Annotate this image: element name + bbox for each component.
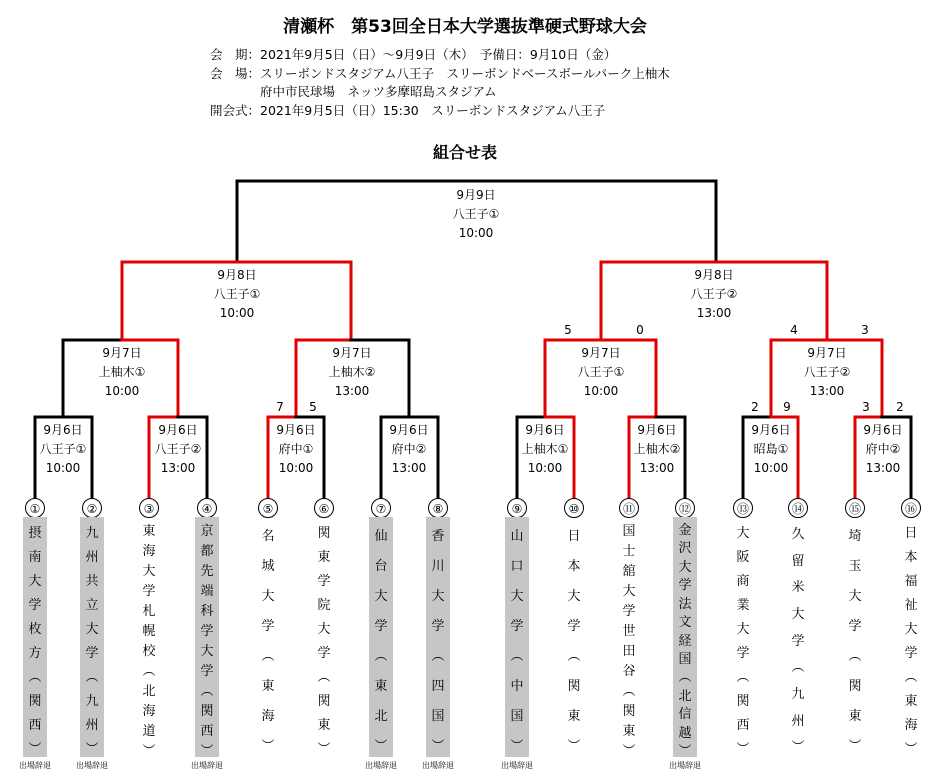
- seed-number: ⑯: [901, 498, 921, 518]
- team-name-char: ︶: [848, 738, 862, 754]
- team-name-char: 学: [622, 603, 636, 619]
- team-name-char: 大: [510, 588, 524, 604]
- team-name-char: 大: [261, 588, 275, 604]
- team-name-char: 州: [85, 717, 99, 733]
- team-name-char: 学: [317, 645, 331, 661]
- team-name: [505, 517, 529, 757]
- info-line-venue-2: 府中市民球場 ネッツ多摩昭島スタジアム: [210, 84, 497, 99]
- team-name-char: 州: [791, 713, 805, 729]
- team-name-char: 学: [200, 663, 214, 679]
- team-name-char: 留: [791, 553, 805, 569]
- team-name-char: 祉: [904, 597, 918, 613]
- match-venue: 上柚木①: [98, 365, 146, 379]
- match-date: 9月7日: [332, 346, 372, 360]
- team-name-char: 大: [791, 606, 805, 622]
- match-time: 13:00: [160, 461, 196, 475]
- bracket-subtitle: 組合せ表: [432, 143, 497, 162]
- team-name-char: 舘: [622, 563, 636, 579]
- seed-number: ⑫: [675, 498, 695, 518]
- team-name-char: 関: [200, 703, 214, 719]
- team-name-char: 学: [431, 618, 445, 634]
- team-name-char: 文: [678, 615, 692, 631]
- team-name-char: 大: [28, 573, 42, 589]
- withdrawn-note: 出場辞退: [19, 761, 51, 770]
- team-name-char: 先: [200, 563, 214, 579]
- team-name-char: 枚: [28, 621, 42, 637]
- team-name-char: 学: [200, 623, 214, 639]
- match-r1-2: [143, 421, 213, 478]
- team-name-char: 大: [567, 588, 581, 604]
- team-name-char: 幌: [142, 623, 156, 639]
- match-qf-4: [767, 344, 887, 401]
- team-name-char: 金: [678, 522, 692, 538]
- team-name-char: 玉: [848, 558, 862, 574]
- match-date: 9月6日: [751, 423, 791, 437]
- team-name-char: 福: [904, 573, 918, 589]
- team-name-char: 谷: [622, 663, 636, 679]
- seed-number: ⑨: [507, 498, 527, 518]
- seed-number: ⑭: [788, 498, 808, 518]
- team-name-char: ︶: [678, 744, 692, 760]
- team-name-char: ︶: [791, 740, 805, 756]
- team-name-char: ︶: [510, 738, 524, 754]
- team-name-char: 学: [317, 573, 331, 589]
- match-time: 10:00: [458, 226, 494, 240]
- team-name-char: 科: [200, 603, 214, 619]
- team-name-char: ︵: [200, 683, 214, 699]
- team-name-char: ︶: [567, 738, 581, 754]
- match-date: 9月6日: [525, 423, 565, 437]
- team-name: [195, 517, 219, 757]
- team-name-char: 摂: [28, 525, 42, 541]
- team-name-char: 学: [28, 597, 42, 613]
- seed-number: ①: [25, 498, 45, 518]
- score-right: 9: [783, 400, 791, 414]
- team-name-char: 院: [317, 597, 331, 613]
- team-name-char: 共: [85, 573, 99, 589]
- match-venue: 八王子②: [803, 365, 851, 379]
- withdrawn-note: 出場辞退: [76, 761, 108, 770]
- match-venue: 上柚木①: [521, 442, 569, 456]
- match-date: 9月6日: [863, 423, 903, 437]
- score-left: 5: [564, 323, 572, 337]
- team-name-char: 海: [904, 717, 918, 733]
- team-name-char: 士: [622, 543, 636, 559]
- team-name-char: 学: [374, 618, 388, 634]
- team-name-char: 名: [261, 528, 275, 544]
- match-time: 13:00: [391, 461, 427, 475]
- team-name-char: 信: [678, 707, 692, 723]
- team-name-char: 台: [374, 558, 388, 574]
- team-name-char: 大: [85, 621, 99, 637]
- score-right: 3: [861, 323, 869, 337]
- info-line-venue: 会 場：スリーボンドスタジアム八王子 スリーボンドベースボールパーク上柚木: [210, 66, 670, 81]
- team-name-char: 阪: [736, 549, 750, 565]
- team-name-char: 経: [678, 633, 692, 649]
- team-name-char: 東: [374, 678, 388, 694]
- team-name-char: ︶: [317, 741, 331, 757]
- team-name: [673, 517, 697, 760]
- team-name-char: 学: [904, 645, 918, 661]
- score-right: 2: [896, 400, 904, 414]
- team-name: [843, 517, 867, 757]
- team-name-char: ︵: [904, 669, 918, 685]
- match-venue: 府中②: [865, 442, 901, 456]
- team-name-char: 大: [736, 621, 750, 637]
- match-time: 13:00: [696, 306, 732, 320]
- team-name-char: 大: [200, 643, 214, 659]
- team-name-char: 関: [736, 693, 750, 709]
- team-name-char: 学: [567, 618, 581, 634]
- match-r1-8: [848, 421, 918, 478]
- match-venue: 八王子①: [39, 442, 87, 456]
- team-name-char: 口: [510, 558, 524, 574]
- team-name-char: ︵: [142, 663, 156, 679]
- team-name-char: 東: [848, 708, 862, 724]
- match-r1-4: [374, 421, 444, 478]
- team-name-char: ︶: [431, 738, 445, 754]
- team-name-char: 海: [142, 703, 156, 719]
- team-name-char: 九: [85, 693, 99, 709]
- team-name-char: 関: [848, 678, 862, 694]
- match-time: 13:00: [809, 384, 845, 398]
- match-venue: 府中②: [391, 442, 427, 456]
- team-name-char: 香: [431, 528, 445, 544]
- team-name-char: ︶: [374, 738, 388, 754]
- team-name: [899, 517, 923, 757]
- team-name-char: 世: [622, 623, 636, 639]
- team-name-char: 関: [28, 693, 42, 709]
- team-name-char: 道: [142, 723, 156, 739]
- team-name-char: ︶: [85, 741, 99, 757]
- team-name-char: 関: [622, 703, 636, 719]
- team-name-char: 関: [317, 693, 331, 709]
- match-date: 9月6日: [389, 423, 429, 437]
- team-name-char: 東: [904, 693, 918, 709]
- match-date: 9月8日: [217, 268, 257, 282]
- team-name-char: 大: [736, 525, 750, 541]
- team-name-char: ︶: [736, 741, 750, 757]
- team-name-char: 大: [848, 588, 862, 604]
- team-name: [137, 517, 161, 757]
- team-name-char: 学: [142, 583, 156, 599]
- team-name-char: 米: [791, 580, 805, 596]
- team-name-char: 端: [200, 583, 214, 599]
- team-name-char: 中: [510, 678, 524, 694]
- team-name: [426, 517, 450, 757]
- team-name: [80, 517, 104, 757]
- team-name-char: ︶: [28, 741, 42, 757]
- team-name-char: 東: [622, 723, 636, 739]
- score-right: 5: [309, 400, 317, 414]
- team-name-char: 学: [848, 618, 862, 634]
- team-name-char: 本: [904, 549, 918, 565]
- team-name-char: ︵: [678, 670, 692, 686]
- team-name-char: 大: [904, 621, 918, 637]
- team-name-char: 日: [904, 525, 918, 541]
- match-date: 9月6日: [43, 423, 83, 437]
- match-venue: 八王子②: [154, 442, 202, 456]
- match-time: 10:00: [278, 461, 314, 475]
- team-name-char: 山: [510, 528, 524, 544]
- team-name-char: ︵: [622, 683, 636, 699]
- team-name-char: ︶: [904, 741, 918, 757]
- withdrawn-note: 出場辞退: [191, 761, 223, 770]
- info-line-opening: 開会式：2021年9月5日（日）15:30 スリーボンドスタジアム八王子: [210, 103, 606, 118]
- match-date: 9月9日: [456, 188, 496, 202]
- team-name-char: 久: [791, 526, 805, 542]
- match-date: 9月6日: [276, 423, 316, 437]
- team-name: [786, 517, 810, 757]
- match-r1-1: [28, 421, 98, 478]
- team-name-char: 西: [200, 723, 214, 739]
- match-venue: 八王子①: [577, 365, 625, 379]
- team-name-char: 京: [200, 523, 214, 539]
- team-name-char: 学: [791, 633, 805, 649]
- match-date: 9月6日: [158, 423, 198, 437]
- score-left: 2: [751, 400, 759, 414]
- team-name: [369, 517, 393, 757]
- match-r1-3: [261, 421, 331, 478]
- seed-number: ⑮: [845, 498, 865, 518]
- team-name-char: 四: [431, 678, 445, 694]
- team-name: [562, 517, 586, 757]
- team-name-char: 埼: [848, 528, 862, 544]
- match-venue: 府中①: [278, 442, 314, 456]
- team-name-char: 学: [678, 578, 692, 594]
- team-name: [256, 517, 280, 757]
- team-name-char: 東: [317, 717, 331, 733]
- match-venue: 八王子①: [452, 207, 500, 221]
- team-name-char: 国: [622, 523, 636, 539]
- team-name-char: 田: [622, 643, 636, 659]
- match-time: 13:00: [334, 384, 370, 398]
- match-time: 10:00: [753, 461, 789, 475]
- team-name-char: 学: [85, 645, 99, 661]
- match-date: 9月8日: [694, 268, 734, 282]
- team-name-char: 国: [510, 708, 524, 724]
- team-name-char: ︵: [791, 660, 805, 676]
- match-time: 10:00: [219, 306, 255, 320]
- team-name-char: 関: [317, 525, 331, 541]
- match-time: 13:00: [639, 461, 675, 475]
- team-name: [617, 517, 641, 757]
- team-name-char: 法: [678, 596, 692, 612]
- team-name-char: 越: [678, 725, 692, 741]
- team-name-char: 大: [142, 563, 156, 579]
- team-name-char: 南: [28, 549, 42, 565]
- team-name-char: 州: [85, 549, 99, 565]
- team-name-char: ︵: [317, 669, 331, 685]
- team-name-char: ︵: [848, 648, 862, 664]
- match-time: 10:00: [583, 384, 619, 398]
- team-name-char: 海: [142, 543, 156, 559]
- team-name-char: 城: [261, 558, 275, 574]
- match-r1-6: [622, 421, 692, 478]
- match-qf-3: [541, 344, 661, 401]
- team-name-char: 北: [678, 688, 692, 704]
- score-left: 3: [862, 400, 870, 414]
- match-sf-1: [177, 266, 297, 323]
- seed-number: ④: [197, 498, 217, 518]
- team-name-char: 本: [567, 558, 581, 574]
- team-name-char: 札: [142, 603, 156, 619]
- team-name-char: ︵: [567, 648, 581, 664]
- team-name-char: 関: [567, 678, 581, 694]
- withdrawn-note: 出場辞退: [669, 761, 701, 770]
- team-name-char: 東: [142, 523, 156, 539]
- team-name-char: 国: [431, 708, 445, 724]
- team-name-char: 立: [85, 597, 99, 613]
- match-venue: 上柚木②: [633, 442, 681, 456]
- team-name: [23, 517, 47, 757]
- match-r1-7: [736, 421, 806, 478]
- team-name-char: 大: [622, 583, 636, 599]
- seed-number: ②: [82, 498, 102, 518]
- withdrawn-note: 出場辞退: [365, 761, 397, 770]
- seed-number: ⑪: [619, 498, 639, 518]
- team-name-char: 商: [736, 573, 750, 589]
- team-name-char: ︶: [142, 743, 156, 759]
- match-final: [416, 186, 536, 243]
- seed-number: ⑬: [733, 498, 753, 518]
- team-name-char: 川: [431, 558, 445, 574]
- seed-number: ⑥: [314, 498, 334, 518]
- team-name-char: ︶: [622, 743, 636, 759]
- seed-number: ⑩: [564, 498, 584, 518]
- match-date: 9月7日: [807, 346, 847, 360]
- team-name-char: ︵: [374, 648, 388, 664]
- team-name-char: 学: [510, 618, 524, 634]
- team-name-char: 学: [261, 618, 275, 634]
- withdrawn-note: 出場辞退: [501, 761, 533, 770]
- team-name-char: 北: [374, 708, 388, 724]
- team-name-char: 仙: [374, 528, 388, 544]
- team-name-char: 東: [567, 708, 581, 724]
- team-name-char: 東: [261, 678, 275, 694]
- match-date: 9月6日: [637, 423, 677, 437]
- score-left: 4: [790, 323, 798, 337]
- team-name-char: ︵: [431, 648, 445, 664]
- match-sf-2: [654, 266, 774, 323]
- team-name-char: 日: [567, 528, 581, 544]
- seed-number: ③: [139, 498, 159, 518]
- team-name-char: 九: [791, 686, 805, 702]
- match-venue: 八王子①: [213, 287, 261, 301]
- match-time: 13:00: [865, 461, 901, 475]
- team-name-char: 東: [317, 549, 331, 565]
- seed-number: ⑧: [428, 498, 448, 518]
- team-name-char: ︵: [85, 669, 99, 685]
- team-name-char: 大: [431, 588, 445, 604]
- team-name-char: 九: [85, 525, 99, 541]
- team-name-char: ︶: [261, 738, 275, 754]
- score-right: 0: [636, 323, 644, 337]
- match-venue: 上柚木②: [328, 365, 376, 379]
- match-qf-1: [62, 344, 182, 401]
- info-line-period: 会 期：2021年9月5日（日）～9月9日（木） 予備日：9月10日（金）: [210, 47, 617, 62]
- match-qf-2: [292, 344, 412, 401]
- team-name-char: 北: [142, 683, 156, 699]
- team-name-char: ︵: [261, 648, 275, 664]
- team-name: [731, 517, 755, 757]
- page-title: 清瀬杯 第53回全日本大学選抜準硬式野球大会: [283, 17, 647, 37]
- team-name-char: 業: [736, 597, 750, 613]
- withdrawn-note: 出場辞退: [422, 761, 454, 770]
- match-venue: 昭島①: [753, 442, 789, 456]
- match-r1-5: [510, 421, 580, 478]
- team-name-char: 方: [28, 645, 42, 661]
- team-name-char: ︵: [736, 669, 750, 685]
- team-name-char: 国: [678, 651, 692, 667]
- team-name-char: 大: [374, 588, 388, 604]
- team-name-char: ︵: [28, 669, 42, 685]
- team-name-char: 校: [142, 643, 156, 659]
- score-left: 7: [276, 400, 284, 414]
- match-date: 9月7日: [102, 346, 142, 360]
- match-venue: 八王子②: [690, 287, 738, 301]
- match-time: 10:00: [45, 461, 81, 475]
- team-name-char: 海: [261, 708, 275, 724]
- team-name-char: 都: [200, 543, 214, 559]
- team-name-char: 沢: [678, 541, 692, 557]
- match-time: 10:00: [104, 384, 140, 398]
- team-name-char: ︶: [200, 743, 214, 759]
- seed-number: ⑤: [258, 498, 278, 518]
- team-name-char: ︵: [510, 648, 524, 664]
- team-name-char: 西: [736, 717, 750, 733]
- match-date: 9月7日: [581, 346, 621, 360]
- team-name-char: 大: [317, 621, 331, 637]
- team-name-char: 学: [736, 645, 750, 661]
- team-name: [312, 517, 336, 757]
- seed-number: ⑦: [371, 498, 391, 518]
- team-name-char: 大: [678, 559, 692, 575]
- match-time: 10:00: [527, 461, 563, 475]
- team-name-char: 西: [28, 717, 42, 733]
